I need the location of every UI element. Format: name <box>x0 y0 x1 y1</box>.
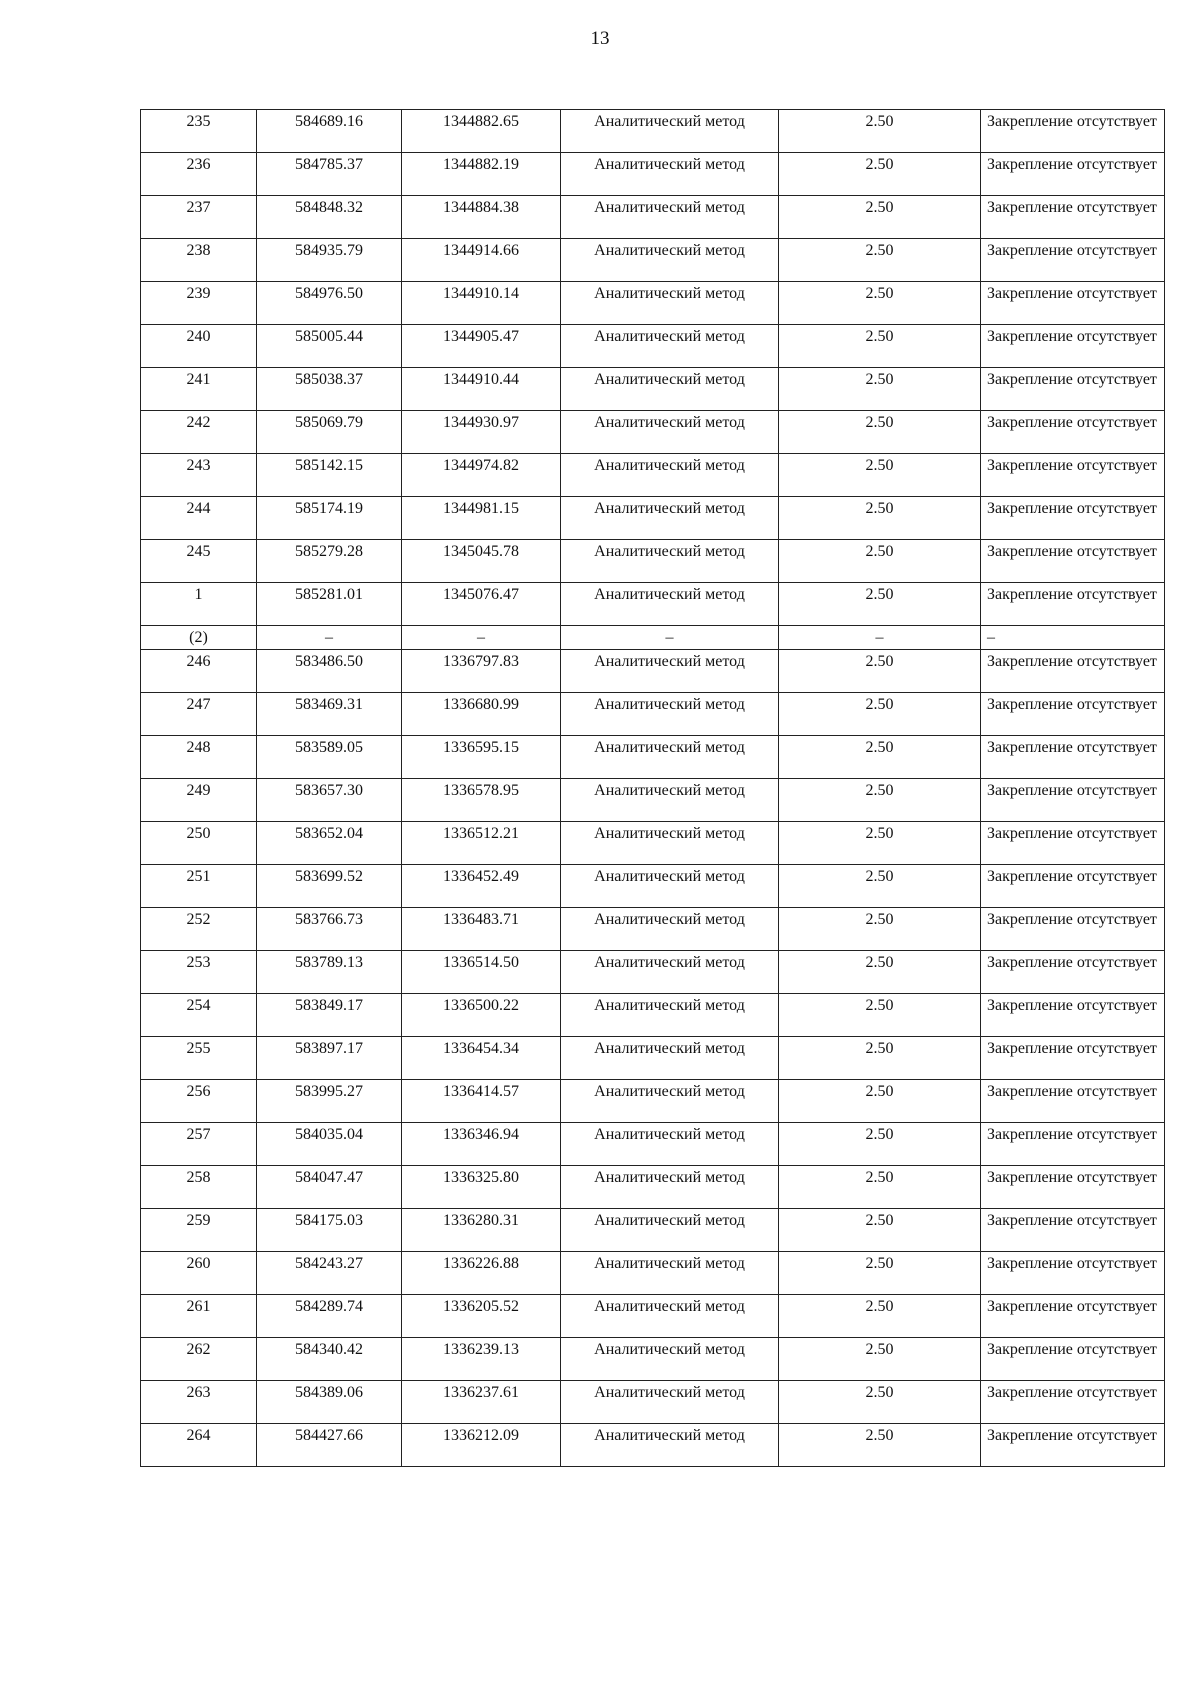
coordinate-y-cell: 1336454.34 <box>402 1037 561 1080</box>
point-number-cell: 264 <box>141 1424 257 1467</box>
method-cell: Аналитический метод <box>561 865 779 908</box>
coordinate-y-cell: 1336280.31 <box>402 1209 561 1252</box>
coordinate-x-cell: 584389.06 <box>257 1381 402 1424</box>
fixation-cell: Закрепление отсутствует <box>981 908 1165 951</box>
accuracy-cell: 2.50 <box>779 1252 981 1295</box>
fixation-cell: Закрепление отсутствует <box>981 239 1165 282</box>
table-row <box>141 239 1165 282</box>
table-row <box>141 1080 1165 1123</box>
coordinate-y-cell: 1336595.15 <box>402 736 561 779</box>
coordinate-y-cell: 1336226.88 <box>402 1252 561 1295</box>
accuracy-cell: 2.50 <box>779 1080 981 1123</box>
table-row <box>141 540 1165 583</box>
point-number-cell: 256 <box>141 1080 257 1123</box>
coordinate-x-cell: 583589.05 <box>257 736 402 779</box>
method-cell: Аналитический метод <box>561 736 779 779</box>
accuracy-cell: 2.50 <box>779 1338 981 1381</box>
coordinate-y-cell: 1344905.47 <box>402 325 561 368</box>
method-cell: – <box>561 626 779 650</box>
fixation-cell: Закрепление отсутствует <box>981 540 1165 583</box>
coordinate-x-cell: 583995.27 <box>257 1080 402 1123</box>
table-row <box>141 951 1165 994</box>
accuracy-cell: 2.50 <box>779 650 981 693</box>
accuracy-cell: 2.50 <box>779 1123 981 1166</box>
table-row <box>141 153 1165 196</box>
coordinate-x-cell: 585142.15 <box>257 454 402 497</box>
method-cell: Аналитический метод <box>561 951 779 994</box>
fixation-cell: Закрепление отсутствует <box>981 110 1165 153</box>
method-cell: Аналитический метод <box>561 779 779 822</box>
coordinate-x-cell: 584340.42 <box>257 1338 402 1381</box>
accuracy-cell: 2.50 <box>779 282 981 325</box>
point-number-cell: 242 <box>141 411 257 454</box>
coordinates-table <box>140 109 1165 1467</box>
coordinate-y-cell: 1336212.09 <box>402 1424 561 1467</box>
coordinate-y-cell: 1344910.44 <box>402 368 561 411</box>
point-number-cell: 253 <box>141 951 257 994</box>
fixation-cell: Закрепление отсутствует <box>981 693 1165 736</box>
coordinate-x-cell: 585038.37 <box>257 368 402 411</box>
fixation-cell: Закрепление отсутствует <box>981 325 1165 368</box>
table-row <box>141 110 1165 153</box>
table-row <box>141 1381 1165 1424</box>
coordinate-x-cell: 584976.50 <box>257 282 402 325</box>
point-number-cell: 248 <box>141 736 257 779</box>
point-number-cell: 255 <box>141 1037 257 1080</box>
accuracy-cell: 2.50 <box>779 583 981 626</box>
point-number-cell: 262 <box>141 1338 257 1381</box>
accuracy-cell: 2.50 <box>779 411 981 454</box>
coordinate-x-cell: 584175.03 <box>257 1209 402 1252</box>
coordinate-y-cell: 1336797.83 <box>402 650 561 693</box>
method-cell: Аналитический метод <box>561 239 779 282</box>
accuracy-cell: 2.50 <box>779 822 981 865</box>
coordinate-x-cell: 585174.19 <box>257 497 402 540</box>
fixation-cell: Закрепление отсутствует <box>981 1338 1165 1381</box>
coordinate-x-cell: 584035.04 <box>257 1123 402 1166</box>
fixation-cell: Закрепление отсутствует <box>981 282 1165 325</box>
point-number-cell: 260 <box>141 1252 257 1295</box>
coordinate-x-cell: 583469.31 <box>257 693 402 736</box>
method-cell: Аналитический метод <box>561 1037 779 1080</box>
method-cell: Аналитический метод <box>561 1381 779 1424</box>
accuracy-cell: 2.50 <box>779 368 981 411</box>
fixation-cell: Закрепление отсутствует <box>981 368 1165 411</box>
fixation-cell: Закрепление отсутствует <box>981 951 1165 994</box>
point-number-cell: 251 <box>141 865 257 908</box>
coordinate-y-cell: 1344981.15 <box>402 497 561 540</box>
method-cell: Аналитический метод <box>561 110 779 153</box>
coordinate-x-cell: – <box>257 626 402 650</box>
point-number-cell: 258 <box>141 1166 257 1209</box>
accuracy-cell: 2.50 <box>779 908 981 951</box>
fixation-cell: Закрепление отсутствует <box>981 454 1165 497</box>
fixation-cell: Закрепление отсутствует <box>981 153 1165 196</box>
accuracy-cell: 2.50 <box>779 994 981 1037</box>
method-cell: Аналитический метод <box>561 1424 779 1467</box>
coordinate-y-cell: 1344884.38 <box>402 196 561 239</box>
table-row <box>141 282 1165 325</box>
method-cell: Аналитический метод <box>561 994 779 1037</box>
point-number-cell: 241 <box>141 368 257 411</box>
method-cell: Аналитический метод <box>561 1123 779 1166</box>
fixation-cell: Закрепление отсутствует <box>981 1123 1165 1166</box>
method-cell: Аналитический метод <box>561 497 779 540</box>
point-number-cell: 236 <box>141 153 257 196</box>
table-row <box>141 325 1165 368</box>
method-cell: Аналитический метод <box>561 411 779 454</box>
accuracy-cell: 2.50 <box>779 693 981 736</box>
point-number-cell: 237 <box>141 196 257 239</box>
accuracy-cell: 2.50 <box>779 1209 981 1252</box>
coordinate-y-cell: 1344914.66 <box>402 239 561 282</box>
point-number-cell: 261 <box>141 1295 257 1338</box>
fixation-cell: Закрепление отсутствует <box>981 583 1165 626</box>
fixation-cell: Закрепление отсутствует <box>981 1209 1165 1252</box>
accuracy-cell: 2.50 <box>779 196 981 239</box>
coordinate-y-cell: 1344882.65 <box>402 110 561 153</box>
coordinate-y-cell: 1336414.57 <box>402 1080 561 1123</box>
table-row <box>141 908 1165 951</box>
fixation-cell: Закрепление отсутствует <box>981 411 1165 454</box>
point-number-cell: 239 <box>141 282 257 325</box>
coordinate-y-cell: 1336346.94 <box>402 1123 561 1166</box>
fixation-cell: Закрепление отсутствует <box>981 650 1165 693</box>
coordinate-x-cell: 583849.17 <box>257 994 402 1037</box>
coordinate-y-cell: 1344910.14 <box>402 282 561 325</box>
method-cell: Аналитический метод <box>561 1295 779 1338</box>
accuracy-cell: 2.50 <box>779 454 981 497</box>
fixation-cell: Закрепление отсутствует <box>981 1295 1165 1338</box>
coordinate-y-cell: 1345076.47 <box>402 583 561 626</box>
method-cell: Аналитический метод <box>561 1166 779 1209</box>
fixation-cell: Закрепление отсутствует <box>981 1166 1165 1209</box>
accuracy-cell: 2.50 <box>779 1166 981 1209</box>
coordinate-y-cell: 1336483.71 <box>402 908 561 951</box>
coordinate-y-cell: 1336500.22 <box>402 994 561 1037</box>
method-cell: Аналитический метод <box>561 1209 779 1252</box>
point-number-cell: 246 <box>141 650 257 693</box>
point-number-cell: (2) <box>141 626 257 650</box>
accuracy-cell: 2.50 <box>779 1424 981 1467</box>
table-row <box>141 779 1165 822</box>
method-cell: Аналитический метод <box>561 908 779 951</box>
coordinate-y-cell: 1344930.97 <box>402 411 561 454</box>
table-row <box>141 583 1165 626</box>
table-row <box>141 1295 1165 1338</box>
coordinate-x-cell: 583652.04 <box>257 822 402 865</box>
fixation-cell: Закрепление отсутствует <box>981 779 1165 822</box>
point-number-cell: 263 <box>141 1381 257 1424</box>
coordinate-x-cell: 584047.47 <box>257 1166 402 1209</box>
table-row <box>141 865 1165 908</box>
coordinate-x-cell: 584427.66 <box>257 1424 402 1467</box>
coordinate-y-cell: 1336578.95 <box>402 779 561 822</box>
table-row-separator <box>141 626 1165 650</box>
table-row <box>141 1037 1165 1080</box>
accuracy-cell: 2.50 <box>779 540 981 583</box>
coordinate-y-cell: 1336237.61 <box>402 1381 561 1424</box>
point-number-cell: 244 <box>141 497 257 540</box>
coordinate-y-cell: 1344882.19 <box>402 153 561 196</box>
accuracy-cell: 2.50 <box>779 239 981 282</box>
table-row <box>141 822 1165 865</box>
fixation-cell: Закрепление отсутствует <box>981 736 1165 779</box>
fixation-cell: Закрепление отсутствует <box>981 822 1165 865</box>
table-row <box>141 1252 1165 1295</box>
accuracy-cell: – <box>779 626 981 650</box>
fixation-cell: Закрепление отсутствует <box>981 497 1165 540</box>
method-cell: Аналитический метод <box>561 1252 779 1295</box>
table-row <box>141 454 1165 497</box>
point-number-cell: 252 <box>141 908 257 951</box>
table-row <box>141 693 1165 736</box>
fixation-cell: Закрепление отсутствует <box>981 865 1165 908</box>
table-row <box>141 1424 1165 1467</box>
coordinate-x-cell: 585005.44 <box>257 325 402 368</box>
method-cell: Аналитический метод <box>561 368 779 411</box>
method-cell: Аналитический метод <box>561 325 779 368</box>
coordinate-x-cell: 584935.79 <box>257 239 402 282</box>
coordinate-y-cell: 1344974.82 <box>402 454 561 497</box>
fixation-cell: Закрепление отсутствует <box>981 1080 1165 1123</box>
method-cell: Аналитический метод <box>561 822 779 865</box>
point-number-cell: 249 <box>141 779 257 822</box>
accuracy-cell: 2.50 <box>779 779 981 822</box>
table-row <box>141 411 1165 454</box>
table-row <box>141 1209 1165 1252</box>
table-row <box>141 736 1165 779</box>
point-number-cell: 245 <box>141 540 257 583</box>
accuracy-cell: 2.50 <box>779 951 981 994</box>
method-cell: Аналитический метод <box>561 693 779 736</box>
page-number: 13 <box>590 28 610 49</box>
coordinate-x-cell: 584848.32 <box>257 196 402 239</box>
point-number-cell: 238 <box>141 239 257 282</box>
table-row <box>141 650 1165 693</box>
table-row <box>141 1166 1165 1209</box>
coordinate-x-cell: 584243.27 <box>257 1252 402 1295</box>
coordinate-x-cell: 583699.52 <box>257 865 402 908</box>
accuracy-cell: 2.50 <box>779 110 981 153</box>
accuracy-cell: 2.50 <box>779 736 981 779</box>
point-number-cell: 254 <box>141 994 257 1037</box>
accuracy-cell: 2.50 <box>779 1295 981 1338</box>
method-cell: Аналитический метод <box>561 153 779 196</box>
table-row <box>141 196 1165 239</box>
table-row <box>141 994 1165 1037</box>
coordinate-y-cell: 1336452.49 <box>402 865 561 908</box>
method-cell: Аналитический метод <box>561 454 779 497</box>
coordinate-y-cell: 1336514.50 <box>402 951 561 994</box>
coordinate-y-cell: 1345045.78 <box>402 540 561 583</box>
method-cell: Аналитический метод <box>561 282 779 325</box>
coordinate-y-cell: 1336239.13 <box>402 1338 561 1381</box>
coordinate-x-cell: 584289.74 <box>257 1295 402 1338</box>
point-number-cell: 259 <box>141 1209 257 1252</box>
accuracy-cell: 2.50 <box>779 153 981 196</box>
coordinate-x-cell: 584785.37 <box>257 153 402 196</box>
coordinate-x-cell: 583486.50 <box>257 650 402 693</box>
accuracy-cell: 2.50 <box>779 325 981 368</box>
method-cell: Аналитический метод <box>561 650 779 693</box>
method-cell: Аналитический метод <box>561 540 779 583</box>
table-row <box>141 1338 1165 1381</box>
table-row <box>141 368 1165 411</box>
method-cell: Аналитический метод <box>561 1338 779 1381</box>
coordinates-table-body <box>141 110 1165 1467</box>
point-number-cell: 250 <box>141 822 257 865</box>
fixation-cell: – <box>981 626 1165 650</box>
coordinate-x-cell: 583789.13 <box>257 951 402 994</box>
coordinate-x-cell: 585281.01 <box>257 583 402 626</box>
method-cell: Аналитический метод <box>561 1080 779 1123</box>
coordinate-x-cell: 585279.28 <box>257 540 402 583</box>
point-number-cell: 247 <box>141 693 257 736</box>
fixation-cell: Закрепление отсутствует <box>981 1037 1165 1080</box>
point-number-cell: 240 <box>141 325 257 368</box>
fixation-cell: Закрепление отсутствует <box>981 994 1165 1037</box>
accuracy-cell: 2.50 <box>779 497 981 540</box>
coordinate-y-cell: 1336512.21 <box>402 822 561 865</box>
accuracy-cell: 2.50 <box>779 865 981 908</box>
accuracy-cell: 2.50 <box>779 1037 981 1080</box>
method-cell: Аналитический метод <box>561 583 779 626</box>
fixation-cell: Закрепление отсутствует <box>981 1424 1165 1467</box>
coordinate-x-cell: 583897.17 <box>257 1037 402 1080</box>
method-cell: Аналитический метод <box>561 196 779 239</box>
coordinate-y-cell: – <box>402 626 561 650</box>
accuracy-cell: 2.50 <box>779 1381 981 1424</box>
coordinate-x-cell: 583766.73 <box>257 908 402 951</box>
table-row <box>141 497 1165 540</box>
point-number-cell: 257 <box>141 1123 257 1166</box>
point-number-cell: 235 <box>141 110 257 153</box>
table-row <box>141 1123 1165 1166</box>
coordinate-x-cell: 584689.16 <box>257 110 402 153</box>
coordinate-x-cell: 583657.30 <box>257 779 402 822</box>
fixation-cell: Закрепление отсутствует <box>981 1252 1165 1295</box>
fixation-cell: Закрепление отсутствует <box>981 196 1165 239</box>
coordinate-x-cell: 585069.79 <box>257 411 402 454</box>
coordinate-y-cell: 1336205.52 <box>402 1295 561 1338</box>
point-number-cell: 1 <box>141 583 257 626</box>
coordinate-y-cell: 1336680.99 <box>402 693 561 736</box>
coordinate-y-cell: 1336325.80 <box>402 1166 561 1209</box>
fixation-cell: Закрепление отсутствует <box>981 1381 1165 1424</box>
point-number-cell: 243 <box>141 454 257 497</box>
